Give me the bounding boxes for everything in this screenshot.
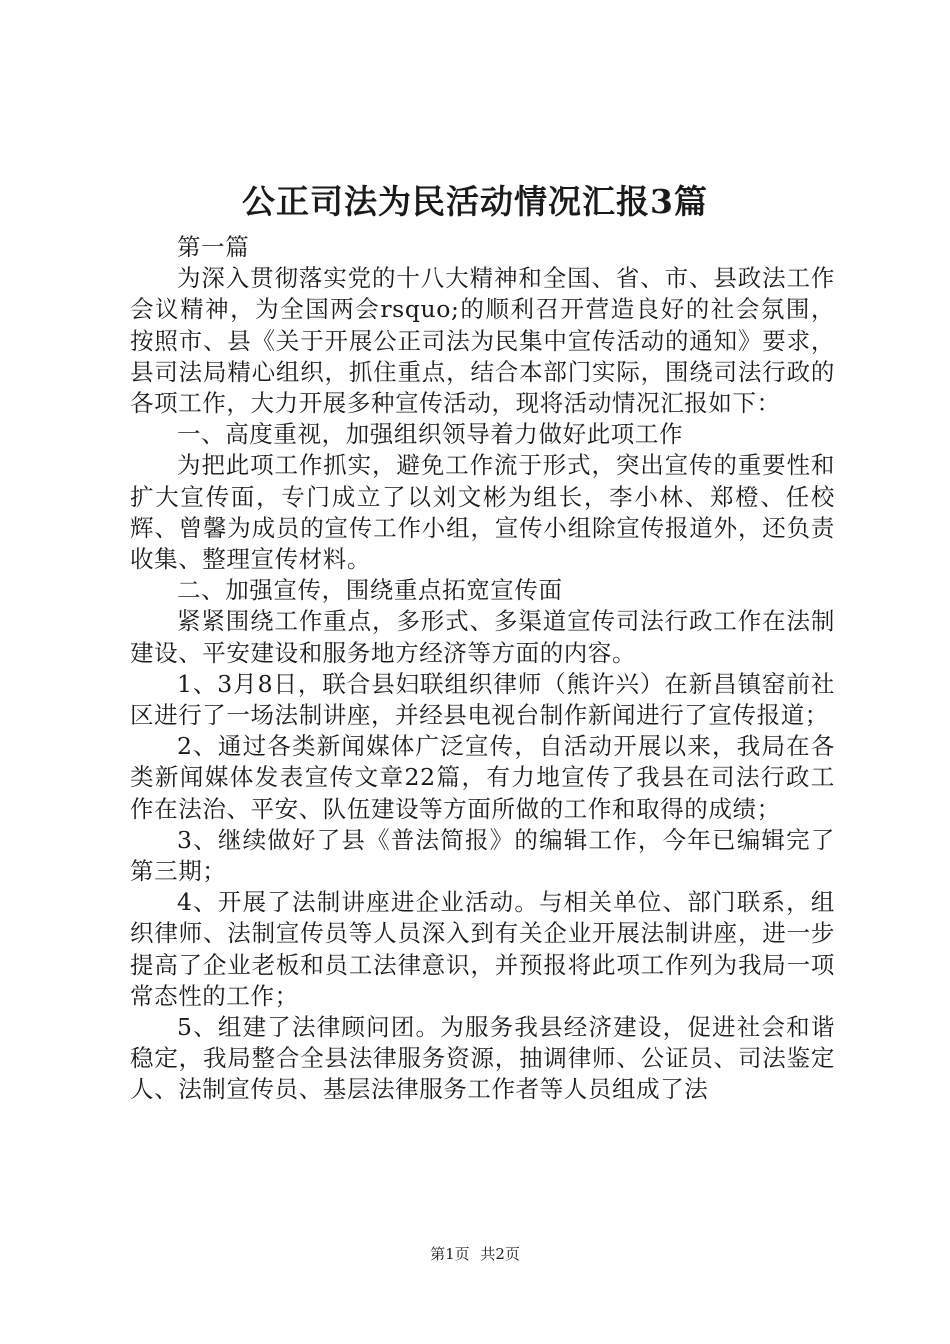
document-title: 公正司法为民活动情况汇报3篇 — [242, 182, 708, 221]
document-body — [130, 232, 835, 1106]
list-item-5: 5、组建了法律顾问团。为服务我县经济建设，促进社会和谐稳定，我局整合全县法律服务资源，抽调律师、公证员、司法鉴定人、法制宣传员、基层法律服务工作者等人员组成了法 — [130, 1013, 835, 1104]
section-label: 第一篇 — [177, 233, 250, 261]
page-total: 共2页 — [480, 1245, 520, 1263]
section-heading-2: 二、加强宣传，围绕重点拓宽宣传面 — [177, 576, 563, 605]
list-item-3: 3、继续做好了县《普法简报》的编辑工作，今年已编辑完了第三期； — [130, 825, 835, 886]
list-item-4: 4、开展了法制讲座进企业活动。与相关单位、部门联系，组织律师、法制宣传员等人员深入到有关企业开展法制讲座，进一步提高了企业老板和员工法律意识，并预报将此项工作列为我局一项常态性的工作； — [130, 888, 835, 1010]
paragraph-intro: 为深入贯彻落实党的十八大精神和全国、省、市、县政法工作会议精神，为全国两会rsquo;的顺利召开营造良好的社会氛围，按照市、县《关于开展公正司法为民集中宣传活动的通知》要求，县司法局精心组织，抓住重点，结合本部门实际，围绕司法行政的各项工作，大力开展多种宣传活动，现将活动情况汇报如下： — [130, 264, 835, 418]
section-heading-1: 一、高度重视，加强组织领导着力做好此项工作 — [177, 420, 684, 449]
page-footer — [0, 1244, 950, 1264]
page-number: 第1页 — [430, 1245, 470, 1263]
paragraph-1: 为把此项工作抓实，避免工作流于形式，突出宣传的重要性和扩大宣传面，专门成立了以刘文彬为组长，李小林、郑橙、任校辉、曾馨为成员的宣传工作小组，宣传小组除宣传报道外，还负责收集、整理宣传材料。 — [130, 451, 835, 574]
paragraph-2: 紧紧围绕工作重点，多形式、多渠道宣传司法行政工作在法制建设、平安建设和服务地方经济等方面的内容。 — [130, 607, 835, 667]
list-item-2: 2、通过各类新闻媒体广泛宣传，自活动开展以来，我局在各类新闻媒体发表宣传文章22篇，有力地宣传了我县在司法行政工作在法治、平安、队伍建设等方面所做的工作和取得的成绩； — [130, 732, 835, 823]
list-item-1: 1、3月8日，联合县妇联组织律师（熊许兴）在新昌镇窑前社区进行了一场法制讲座，并经县电视台制作新闻进行了宣传报道； — [130, 669, 835, 730]
